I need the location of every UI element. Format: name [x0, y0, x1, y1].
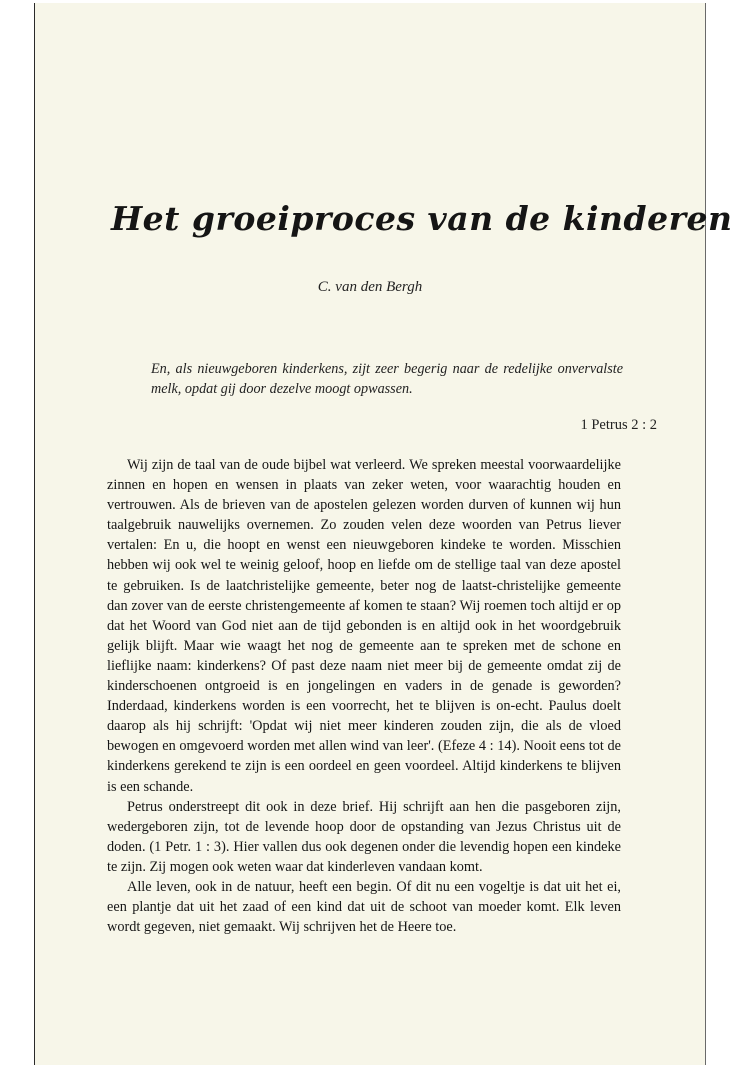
bible-reference: 1 Petrus 2 : 2 — [580, 417, 657, 433]
body-paragraph: Wij zijn de taal van de oude bijbel wat verleerd. We spreken meestal voorwaardelijke zinnen en hopen en wensen in plaats van zeker weten, voor waarachtig houden en vertrouwen. Als de brieven van de apostelen gelezen worden durven of kunnen wij hun taalgebruik nauwelijks overnemen. Zo zouden velen deze woorden van Petrus liever vertalen: En u, die hoopt en wenst een nieuwgeboren kindeke te worden. Misschien hebben wij ook wel te weinig geloof, hoop en liefde om de stellige taal van deze apostel te gebruiken. Is de laatchristelijke gemeente, beter nog de laatst-christelijke gemeente dan zover van de eerste christengemeente af komen te staan? Wij roemen toch altijd er op dat het Woord van God niet aan de tijd gebonden is en altijd ook in het woordgebruik gelijk blijft. Maar wie waagt het nog de gemeente aan te spreken met de schone en lieflijke naam: kinderkens? Of past deze naam niet meer bij de gemeente omdat zij de kinderschoenen ontgroeid is en jongelingen en vaders in de genade is geworden? Inderdaad, kinderkens worden is een voorrecht, het te blijven is on-echt. Paulus doelt daarop als hij schrijft: 'Opdat wij niet meer kinderen zouden zijn, die als de vloed bewogen en omgevoerd worden met allen wind van leer'. (Efeze 4 : 14). Nooit eens tot de kinderkens gerekend te zijn is een oordeel en geen voordeel. Altijd kinderkens te blijven is een schande. — [107, 457, 621, 795]
epigraph-quote: En, als nieuwgeboren kinderkens, zijt zeer begerig naar de redelijke onvervalste melk, opdat gij door dezelve moogt opwassen. — [151, 361, 623, 397]
body-paragraph: Petrus onderstreept dit ook in deze brief. Hij schrijft aan hen die pasgeboren zijn, wedergeboren zijn, tot de levende hoop door de opstanding van Jezus Christus uit de doden. (1 Petr. 1 : 3). Hier vallen dus ook degenen onder die levendig hopen een kindeke te zijn. Zij mogen ook weten waar dat kinderleven vandaan komt. — [107, 798, 621, 875]
article-body — [107, 455, 621, 937]
author-line: C. van den Bergh — [317, 279, 423, 295]
body-paragraph: Alle leven, ook in de natuur, heeft een begin. Of dit nu een vogeltje is dat uit het ei, een plantje dat uit het zaad of een kind dat uit de schoot van moeder komt. Elk leven wordt gegeven, niet gemaakt. Wij schrijven het de Heere toe. — [107, 878, 621, 936]
document-page — [34, 3, 733, 1065]
article-title: Het groeiproces van de kinderen — [111, 199, 733, 238]
